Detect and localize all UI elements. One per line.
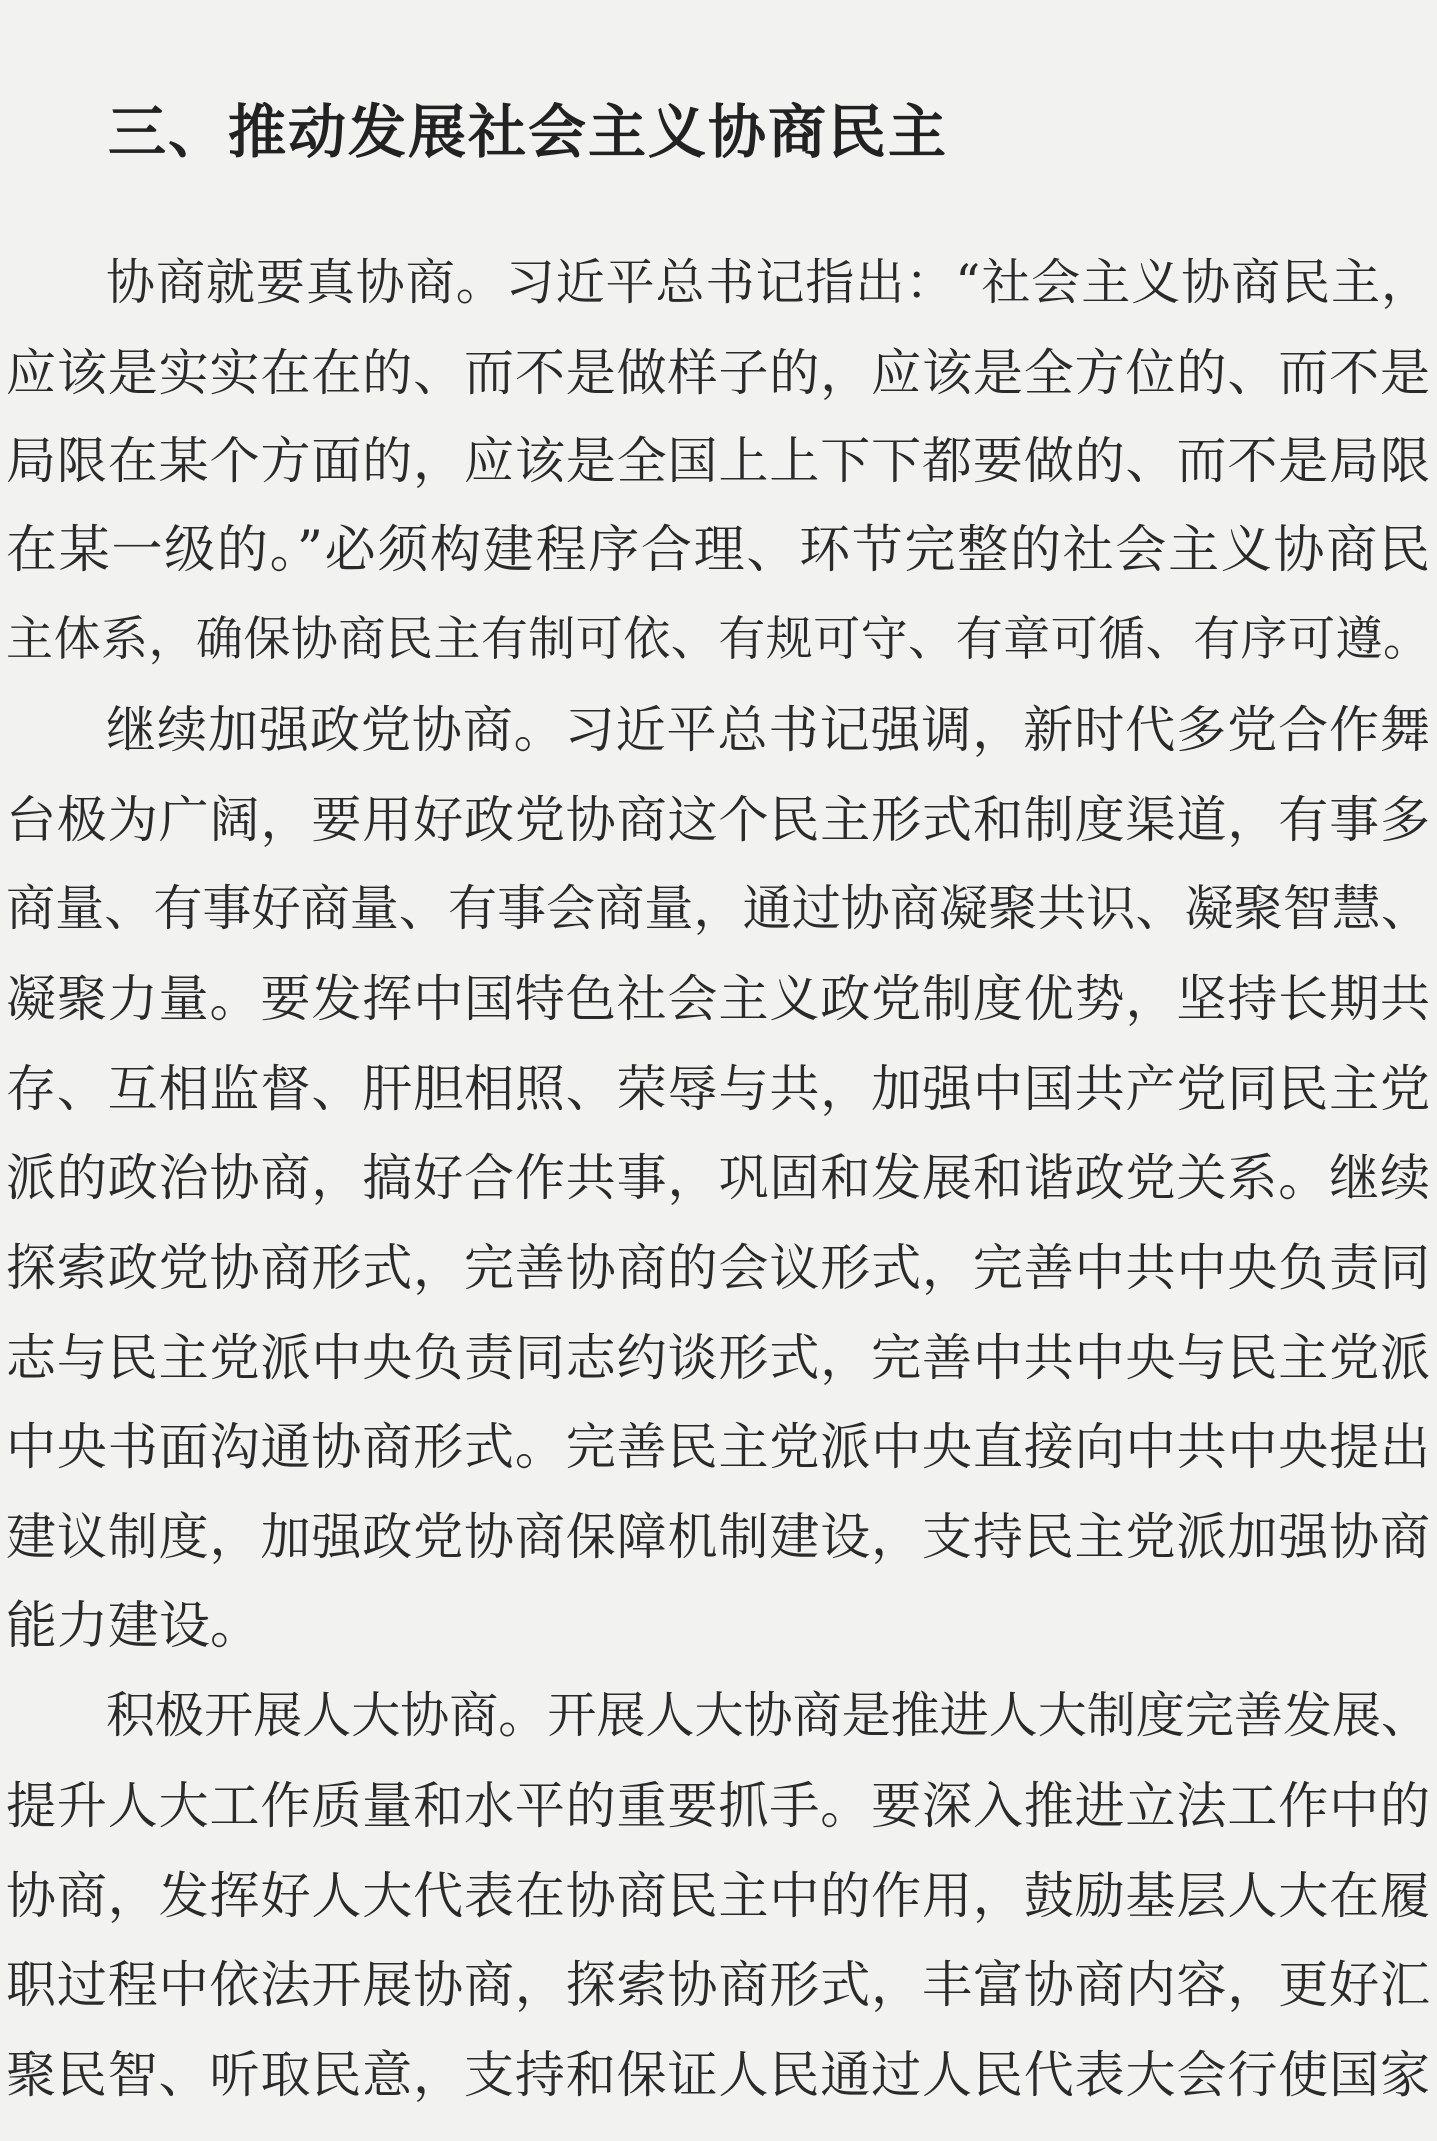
- paragraph-2-line-7: 探索政党协商形式，完善协商的会议形式，完善中共中央负责同: [6, 1239, 1430, 1297]
- paragraph-2-line-4: 凝聚力量。要发挥中国特色社会主义政党制度优势，坚持长期共: [6, 970, 1430, 1028]
- paragraph-3-line-2: 提升人大工作质量和水平的重要抓手。要深入推进立法工作中的: [6, 1777, 1430, 1835]
- paragraph-3-line-1: 积极开展人大协商。开展人大协商是推进人大制度完善发展、: [106, 1687, 1430, 1744]
- paragraph-3-line-3: 协商，发挥好人大代表在协商民主中的作用，鼓励基层人大在履: [6, 1867, 1430, 1925]
- paragraph-2-line-8: 志与民主党派中央负责同志约谈形式，完善中共中央与民主党派: [6, 1329, 1430, 1387]
- paragraph-3-line-5: 聚民智、听取民意，支持和保证人民通过人民代表大会行使国家: [6, 2046, 1430, 2104]
- paragraph-3-line-4: 职过程中依法开展协商，探索协商形式，丰富协商内容，更好汇: [6, 1956, 1430, 2014]
- paragraph-1-line-1: 协商就要真协商。习近平总书记指出：“社会主义协商民主，: [106, 254, 1430, 311]
- paragraph-1-line-5: 主体系，确保协商民主有制可依、有规可守、有章可循、有序可遵。: [6, 612, 1430, 667]
- paragraph-1-line-4: 在某一级的。”必须构建程序合理、环节完整的社会主义协商民: [6, 521, 1430, 580]
- paragraph-2-line-11: 能力建设。: [6, 1597, 262, 1656]
- paragraph-2-line-6: 派的政治协商，搞好合作共事，巩固和发展和谐政党关系。继续: [6, 1149, 1430, 1207]
- paragraph-2-line-5: 存、互相监督、肝胆相照、荣辱与共，加强中国共产党同民主党: [6, 1060, 1430, 1118]
- paragraph-1-line-3: 局限在某个方面的，应该是全国上上下下都要做的、而不是局限: [6, 432, 1430, 490]
- paragraph-2-line-10: 建议制度，加强政党协商保障机制建设，支持民主党派加强协商: [6, 1508, 1430, 1566]
- paragraph-2-line-9: 中央书面沟通协商形式。完善民主党派中央直接向中共中央提出: [6, 1418, 1430, 1476]
- paragraph-2-line-3: 商量、有事好商量、有事会商量，通过协商凝聚共识、凝聚智慧、: [6, 880, 1430, 937]
- section-heading: 三、推动发展社会主义协商民主: [108, 98, 949, 166]
- paragraph-1-line-2: 应该是实实在在的、而不是做样子的，应该是全方位的、而不是: [6, 344, 1430, 402]
- paragraph-2-line-1: 继续加强政党协商。习近平总书记强调，新时代多党合作舞: [106, 701, 1430, 759]
- paragraph-2-line-2: 台极为广阔，要用好政党协商这个民主形式和制度渠道，有事多: [6, 791, 1430, 849]
